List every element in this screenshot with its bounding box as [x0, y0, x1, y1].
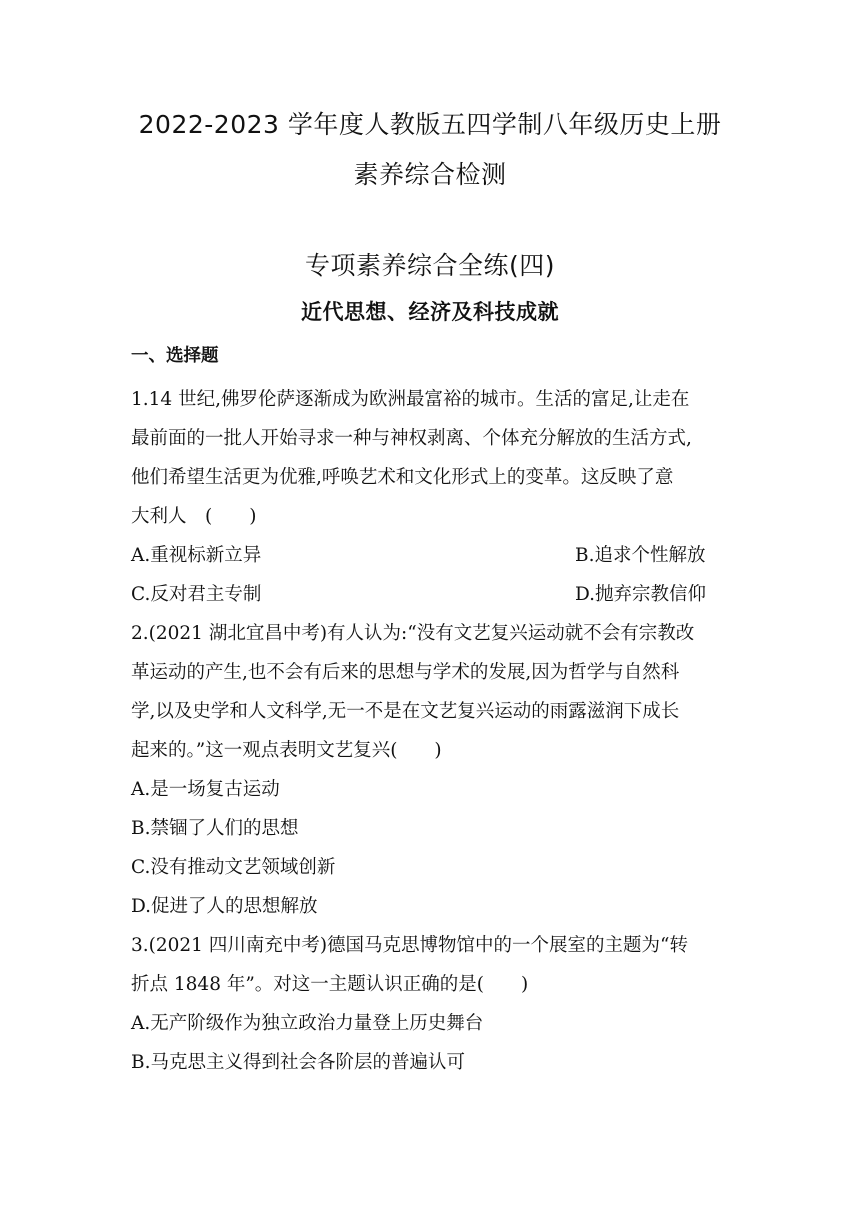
option-a: A.重视标新立异 — [131, 545, 262, 566]
question-text-line: 起来的。”这一观点表明文艺复兴( ) — [131, 740, 442, 761]
question-3 — [131, 926, 731, 1082]
option-b: B.追求个性解放 — [575, 545, 706, 566]
option-c: C.没有推动文艺领域创新 — [131, 857, 336, 878]
question-text-line: 学,以及史学和人文科学,无一不是在文艺复兴运动的雨露滋润下成长 — [131, 701, 680, 722]
option-b: B.马克思主义得到社会各阶层的普遍认可 — [131, 1052, 465, 1073]
question-text-line: 最前面的一批人开始寻求一种与神权剥离、个体充分解放的生活方式, — [131, 428, 692, 449]
section-heading: 一、选择题 — [131, 346, 219, 366]
question-text-line: 他们希望生活更为优雅,呼唤艺术和文化形式上的变革。这反映了意 — [131, 467, 674, 488]
option-c: C.反对君主专制 — [131, 584, 262, 605]
option-d: D.抛弃宗教信仰 — [575, 584, 707, 605]
unit-title: 专项素养综合全练(四) — [304, 251, 555, 280]
option-d: D.促进了人的思想解放 — [131, 896, 318, 917]
question-text-line: 革运动的产生,也不会有后来的思想与学术的发展,因为哲学与自然科 — [131, 662, 680, 683]
option-b: B.禁锢了人们的思想 — [131, 818, 299, 839]
option-a: A.无产阶级作为独立政治力量登上历史舞台 — [131, 1013, 484, 1034]
question-2 — [131, 614, 731, 926]
question-text-line: 1.14 世纪,佛罗伦萨逐渐成为欧洲最富裕的城市。生活的富足,让走在 — [131, 389, 690, 410]
option-row — [131, 575, 731, 614]
question-text-line: 3.(2021 四川南充中考)德国马克思博物馆中的一个展室的主题为“转 — [131, 935, 689, 956]
question-list — [131, 380, 731, 1082]
option-row — [131, 536, 731, 575]
document-subtitle: 素养综合检测 — [353, 160, 507, 189]
question-text-line: 折点 1848 年”。对这一主题认识正确的是( ) — [131, 974, 529, 995]
question-1 — [131, 380, 731, 614]
document-title: 2022-2023 学年度人教版五四学制八年级历史上册 — [138, 110, 722, 139]
option-a: A.是一场复古运动 — [131, 779, 280, 800]
question-text-line: 大利人 ( ) — [131, 506, 257, 527]
question-text-line: 2.(2021 湖北宜昌中考)有人认为:“没有文艺复兴运动就不会有宗教改 — [131, 623, 695, 644]
unit-subtitle: 近代思想、经济及科技成就 — [301, 300, 559, 324]
